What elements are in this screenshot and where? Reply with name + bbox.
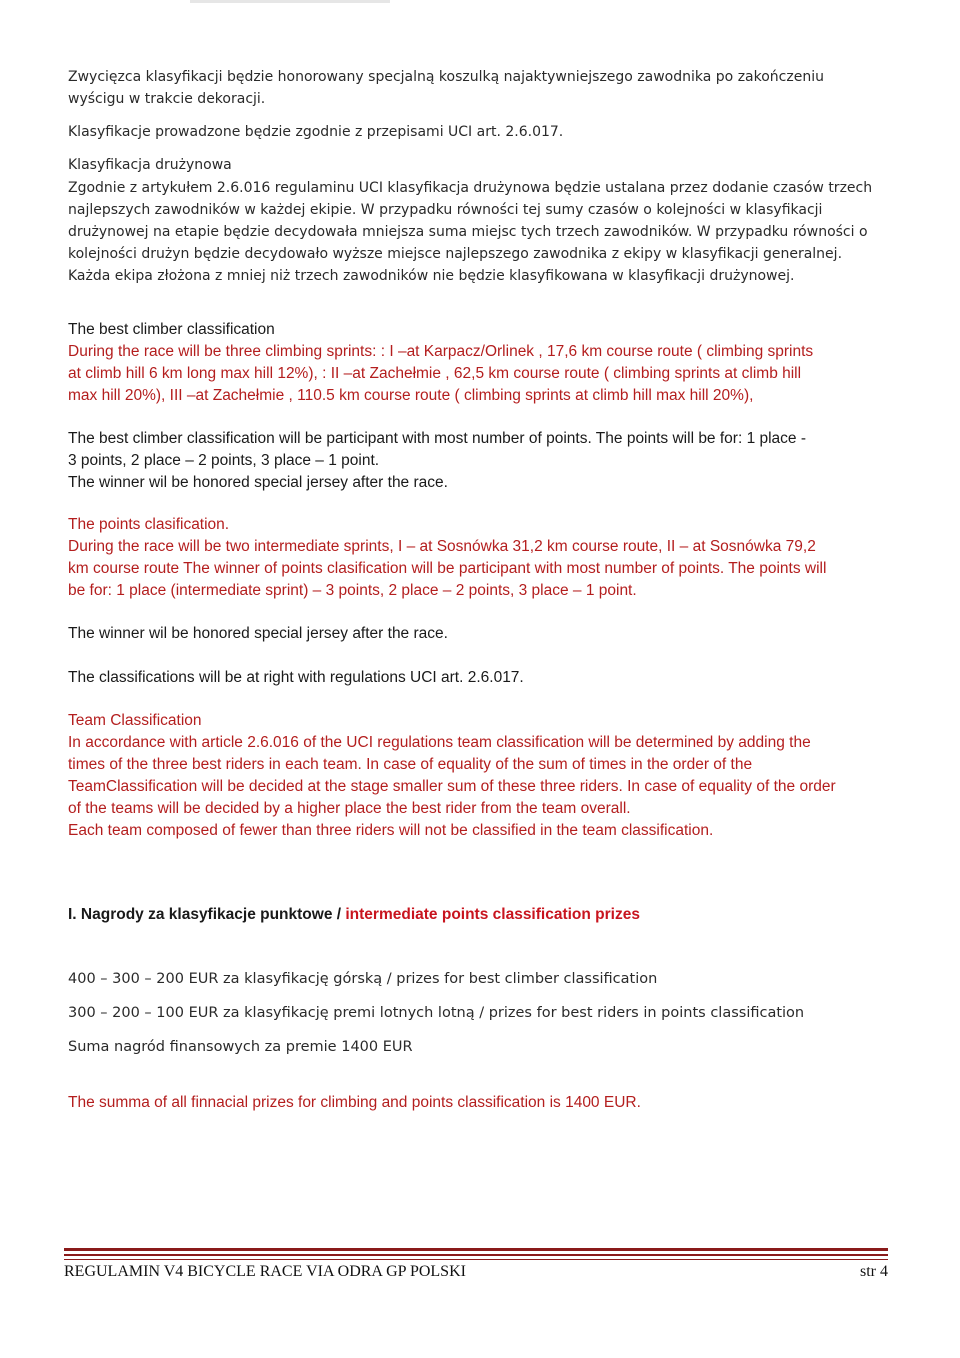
pl-team-body: Zgodnie z artykułem 2.6.016 regulaminu UCI klasyfikacja drużynowa będzie ustalana przez dodanie czasów trzech najlepszych zawodników w każdej ekipie. W przypadku równości tej sumy czasów o kolejności w klasyfikacji drużynowej na etapie będzie decydowała mniejsza suma miejsc tych trzech zawodników. W przypadku równości o kolejności drużyn będzie decydowało wyższe miejsce najlepszego zawodnika z ekipy w klasyfikacji generalnej. Każda ekipa złożona z mniej niż trzech zawodników nie będzie klasyfikowana w klasyfikacji drużynowej. (68, 180, 873, 284)
prize-line-points: 300 – 200 – 100 EUR za klasyfikację premi lotnych lotną / prizes for best riders in points classification (68, 1005, 805, 1021)
points-body: During the race will be two intermediate sprints, I – at Sosnówka 31,2 km course route, II – at Sosnówka 79,2 km course route The winner of points clasification will be participant with most number of points. The points will be for: 1 place (intermediate sprint) – 3 points, 2 place – 2 points, 3 place – 1 point. (68, 538, 827, 599)
team-title: Team Classification (68, 712, 202, 729)
prize-line-climber: 400 – 300 – 200 EUR za klasyfikację górską / prizes for best climber classification (68, 971, 658, 987)
points-title: The points clasification. (68, 516, 230, 533)
pl-team-title: Klasyfikacja drużynowa (68, 157, 232, 173)
climber-body: During the race will be three climbing sprints: : I –at Karpacz/Orlinek , 17,6 km course route ( climbing sprints at climb hill 6 km long max hill 12%), : II –at Zachełmie , 62,5 km course route ( climbing sprints at climb hill max hill 20%), III –at Zachełmie , 110.5 km course route ( climbing sprints at climb hill max hill 20%), (68, 343, 814, 404)
prizes-heading-pl: I. Nagrody za klasyfikacje punktowe / (68, 906, 346, 923)
footer-rule (64, 1248, 888, 1251)
prize-summary: The summa of all finnacial prizes for climbing and points classification is 1400 EUR. (68, 1094, 641, 1111)
prize-line-total: Suma nagród finansowych za premie 1400 EUR (68, 1039, 413, 1055)
footer-rule (64, 1259, 888, 1260)
team-body: In accordance with article 2.6.016 of the UCI regulations team classification will be determined by adding the times of the three best riders in each team. In case of equality of the sum of times in the order of the TeamClassification will be decided at the stage smaller sum of these three riders. In case of equality of the order of the teams will be decided by a higher place the best rider from the team overall. Each team composed of fewer than three riders will not be classified in the team classification. (68, 734, 836, 839)
points-jersey: The winner wil be honored special jersey after the race. (68, 625, 448, 642)
prizes-heading (68, 906, 640, 924)
climber-title: The best climber classification (68, 321, 275, 338)
pl-winner-paragraph: Zwycięzca klasyfikacji będzie honorowany specjalną koszulką najaktywniejszego zawodnika po zakończeniu wyścigu w trakcie dekoracji. (68, 69, 824, 107)
footer-rule (64, 1254, 888, 1256)
page-number: str 4 (860, 1263, 888, 1280)
climber-jersey: The winner wil be honored special jersey after the race. (68, 474, 448, 491)
classifications-note: The classifications will be at right with regulations UCI art. 2.6.017. (68, 669, 524, 686)
scan-mark (190, 0, 390, 3)
pl-uci-paragraph: Klasyfikacje prowadzone będzie zgodnie z przepisami UCI art. 2.6.017. (68, 124, 564, 140)
climber-points: The best climber classification will be participant with most number of points. The points will be for: 1 place - 3 points, 2 place – 2 points, 3 place – 1 point. (68, 430, 807, 469)
footer-title: REGULAMIN V4 BICYCLE RACE VIA ODRA GP POLSKI (64, 1263, 466, 1280)
prizes-heading-en: intermediate points classification prizes (345, 906, 640, 923)
